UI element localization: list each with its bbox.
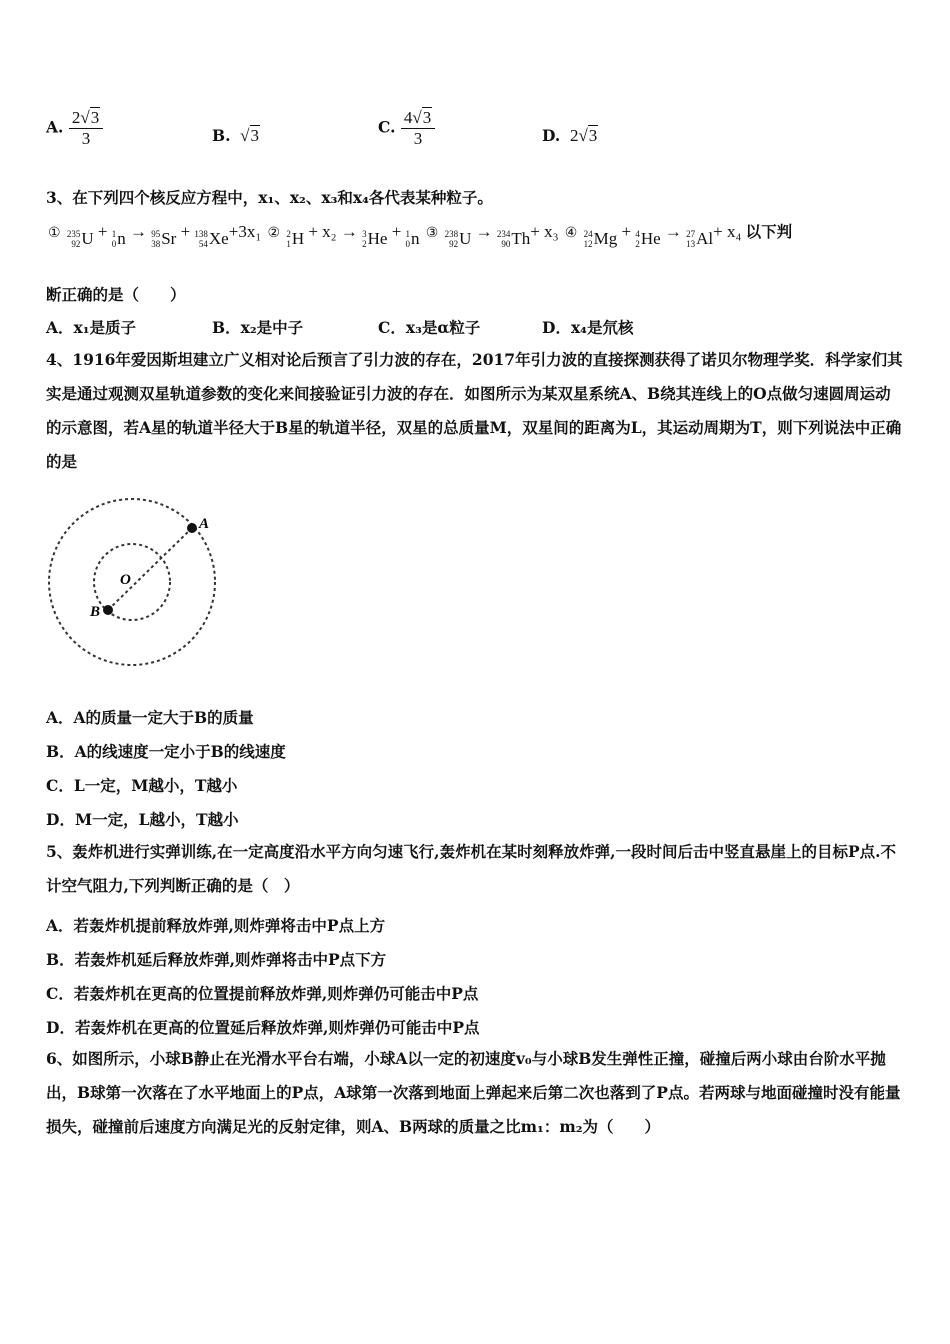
q5-option-c[interactable]: C．若轰炸机在更高的位置提前释放炸弹,则炸弹仍可能击中P点: [46, 984, 479, 1003]
q6-stem: 6、如图所示，小球B静止在光滑水平台右端，小球A以一定的初速度v₀与小球B发生弹性正撞，碰撞后两小球由台阶水平抛出，B球第一次落在了水平地面上的P点，A球第一次落到地面上弹起来后第二次也落到了P点。若两球与地面碰撞时没有能量损失，碰撞前后速度方向满足光的反射定律，则A、B两球的质量之比m₁：m₂为（ ）: [46, 1049, 901, 1136]
q4-stem: 4、1916年爱因斯坦建立广义相对论后预言了引力波的存在，2017年引力波的直接探测获得了诺贝尔物理学奖．科学家们其实是通过观测双星轨道参数的变化来间接验证引力波的存在．如图所示为某双星系统A、B绕其连线上的O点做匀速圆周运动的示意图，若A星的轨道半径大于B星的轨道半径，双星的总质量M，双星间的距离为L，其运动周期为T，则下列说法中正确的是: [46, 350, 903, 471]
q2-option-c[interactable]: C. $\frac{4√3}{3}$: [378, 108, 435, 149]
star-b: [103, 605, 113, 615]
connecting-line: [108, 528, 192, 610]
q5-option-a[interactable]: A．若轰炸机提前释放炸弹,则炸弹将击中P点上方: [46, 916, 386, 935]
q4-option-d[interactable]: D．M一定，L越小，T越小: [46, 810, 239, 829]
q3-option-c[interactable]: C．x₃是α粒子: [378, 318, 481, 337]
label-a: A: [199, 516, 210, 532]
q4-option-c[interactable]: C．L一定，M越小，T越小: [46, 776, 238, 795]
q5-stem: 5、轰炸机进行实弹训练,在一定高度沿水平方向匀速飞行,轰炸机在某时刻释放炸弹,一段时间后击中竖直悬崖上的目标P点.不计空气阻力,下列判断正确的是（ ）: [46, 842, 897, 895]
q3-stem-continued: 断正确的是（ ）: [46, 285, 186, 304]
label-b: B: [90, 604, 101, 620]
fraction: $\frac{2√3}{3}$: [69, 108, 103, 149]
q5-option-d[interactable]: D．若轰炸机在更高的位置延后释放炸弹,则炸弹仍可能击中P点: [46, 1018, 480, 1037]
q3-option-d[interactable]: D．x₄是氘核: [542, 318, 634, 337]
q4-option-a[interactable]: A．A的质量一定大于B的质量: [46, 708, 254, 727]
q4-option-b[interactable]: B．A的线速度一定小于B的线速度: [46, 742, 286, 761]
q3-option-a[interactable]: A．x₁是质子: [46, 318, 137, 337]
q2-option-d[interactable]: D. 2√3: [542, 126, 598, 145]
q2-option-b[interactable]: B. √3: [212, 126, 259, 145]
q3-stem: 3、在下列四个核反应方程中，x₁、x₂、x₃和x₄各代表某种粒子。: [46, 188, 493, 207]
q3-option-b[interactable]: B．x₂是中子: [212, 318, 304, 337]
sqrt-expression: √3: [235, 126, 259, 145]
binary-star-diagram: [40, 498, 230, 678]
star-a: [187, 523, 197, 533]
q2-option-a[interactable]: A. $\frac{2√3}{3}$: [46, 108, 103, 149]
q5-option-b[interactable]: B．若轰炸机延后释放炸弹,则炸弹将击中P点下方: [46, 950, 387, 969]
q3-equations: ① 235 92 U + 1 0 n → 95 38 Sr + 138 54 Xe +3x₁ ② 2 1 H + x₂ → 3 2 He + 1 0 n ③ 238 92 U → 234 90 Th + x₃ ④ 24 12 Mg + 4 2 He → 27 13 Al + x₄ 以下判: [48, 222, 793, 249]
label-o: O: [120, 572, 131, 588]
fraction: $\frac{4√3}{3}$: [401, 108, 435, 149]
sqrt-expression: 2√3: [569, 126, 598, 145]
